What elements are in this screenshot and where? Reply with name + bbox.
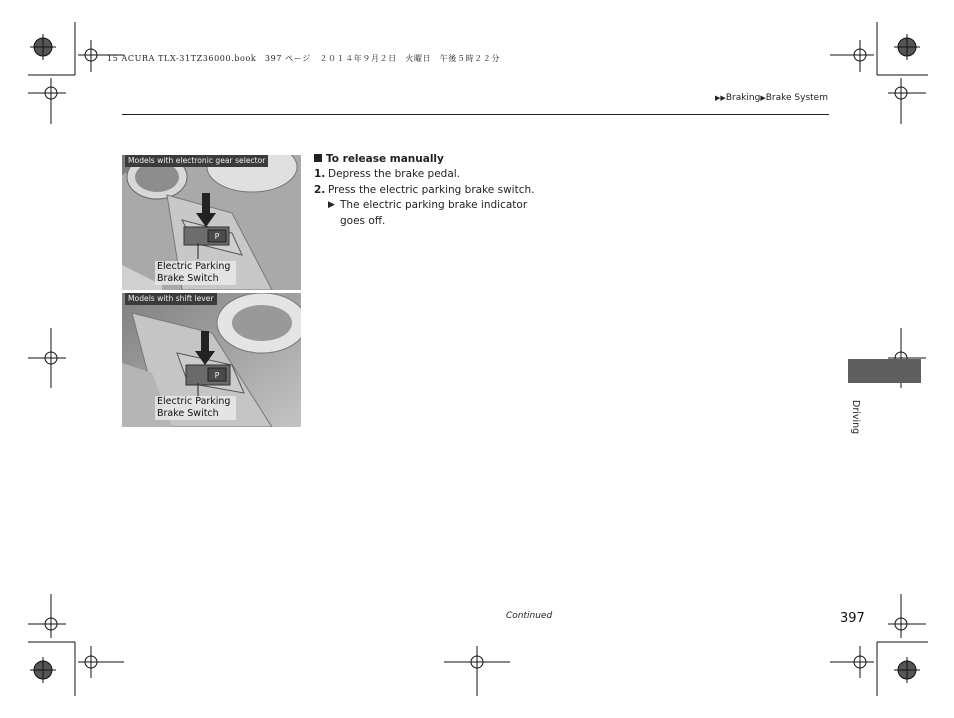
note-text: The electric parking brake indicator goes off. [340,199,528,227]
callout-line: Electric Parking [157,396,231,407]
figure-label: Models with shift lever [125,293,217,305]
square-bullet-icon [314,154,322,162]
header-rule [122,114,829,115]
step-note [314,198,554,229]
step-text: Depress the brake pedal. [328,168,461,181]
callout-line: Brake Switch [157,408,219,419]
breadcrumb-item-braking[interactable]: Braking [725,93,761,103]
chapter-tab-label: Driving [850,400,861,435]
callout-label [155,396,236,420]
note-arrow-icon: ▶ [328,200,335,211]
callout-line: Brake Switch [157,273,219,284]
step-text: Press the electric parking brake switch. [328,183,535,196]
section-heading-text: To release manually [326,153,444,165]
section-heading [314,152,554,167]
breadcrumb-item-brake-system[interactable]: Brake System [765,93,828,103]
breadcrumb-arrow-icon: ▶ [760,94,766,102]
instructions [314,152,554,229]
breadcrumb [715,93,828,103]
step-number: 1. [314,168,326,181]
breadcrumb-arrow-icon: ▶▶ [715,94,726,102]
step-item [314,167,554,182]
step-item [314,183,554,198]
chapter-tab[interactable] [848,359,921,383]
figure-electronic-gear-selector [122,155,301,290]
svg-text:P: P [214,371,220,380]
step-number: 2. [314,183,326,196]
figure-shift-lever [122,293,301,427]
svg-text:P: P [214,232,220,241]
print-header-meta: 15 ACURA TLX-31TZ36000.book 397 ページ ２０１４年９月２日 火曜日 午後５時２２分 [107,54,500,63]
figure-label: Models with electronic gear selector [125,155,268,167]
page-number: 397 [840,611,865,626]
continued-label: Continued [506,611,553,621]
callout-label [155,261,236,285]
callout-line: Electric Parking [157,261,231,272]
